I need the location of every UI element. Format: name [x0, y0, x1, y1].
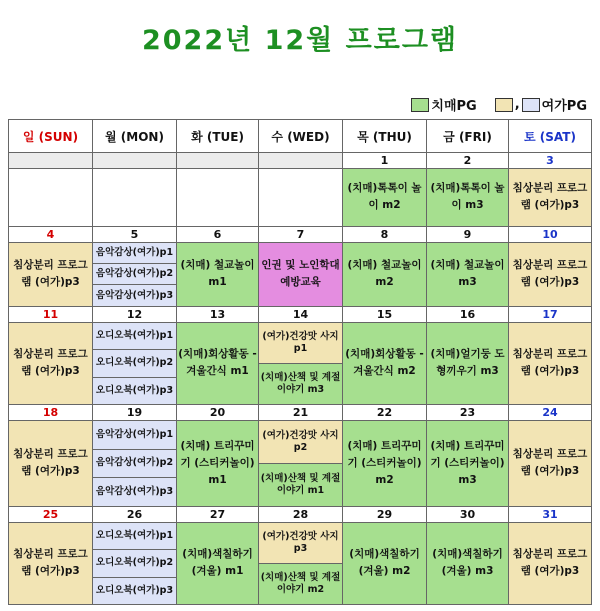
weekday-header: 화 (TUE) — [177, 120, 259, 153]
program-cell-dementia: (치매)색칠하기 (겨울) m1 — [177, 522, 259, 604]
program-cell-stack — [259, 421, 343, 507]
weekday-header: 일 (SUN) — [9, 120, 93, 153]
legend-label-dementia: 치매PG — [431, 99, 477, 114]
date-number — [259, 153, 343, 169]
program-slot: 오디오북(여가)p1 — [93, 323, 176, 349]
legend — [410, 95, 588, 114]
program-row — [9, 522, 592, 604]
program-cell-dementia: (치매)회상활동 -겨울간식 m2 — [343, 322, 427, 404]
date-number: 31 — [509, 506, 592, 522]
program-cell-dementia: (치매)얼기둥 도형끼우기 m3 — [427, 322, 509, 404]
program-slot: (치매)산책 및 계절이야기 m1 — [259, 463, 342, 506]
weekday-header-row — [9, 120, 592, 153]
program-slot: 음악감상(여가)p2 — [93, 449, 176, 478]
program-cell-dementia: (치매)톡톡이 놀이 m3 — [427, 169, 509, 227]
program-cell-stack — [93, 522, 177, 604]
program-cell-leisure: 침상분리 프로그램 (여가)p3 — [9, 322, 93, 404]
date-number: 27 — [177, 506, 259, 522]
weekday-header: 수 (WED) — [259, 120, 343, 153]
date-row — [9, 405, 592, 421]
program-cell-dementia: (치매)색칠하기 (겨울) m2 — [343, 522, 427, 604]
program-cell-stack — [93, 322, 177, 404]
program-row — [9, 169, 592, 227]
weekday-header: 목 (THU) — [343, 120, 427, 153]
date-number: 29 — [343, 506, 427, 522]
program-cell-empty — [177, 169, 259, 227]
date-number: 3 — [509, 153, 592, 169]
program-slot: 오디오북(여가)p2 — [93, 549, 176, 576]
program-slot: 오디오북(여가)p1 — [93, 523, 176, 549]
date-number: 24 — [509, 405, 592, 421]
date-number: 19 — [93, 405, 177, 421]
program-cell-dementia: (치매) 트리꾸미기 (스티커놀이) m2 — [343, 421, 427, 507]
date-number: 17 — [509, 306, 592, 322]
date-number — [93, 153, 177, 169]
program-cell-dementia: (치매) 트리꾸미기 (스티커놀이) m1 — [177, 421, 259, 507]
date-number — [177, 153, 259, 169]
date-number: 20 — [177, 405, 259, 421]
program-cell-dementia: (치매) 트리꾸미기 (스티커놀이) m3 — [427, 421, 509, 507]
program-row — [9, 421, 592, 507]
program-slot: 음악감상(여가)p1 — [93, 421, 176, 449]
date-number: 23 — [427, 405, 509, 421]
date-number: 11 — [9, 306, 93, 322]
program-cell-leisure: 침상분리 프로그램 (여가)p3 — [9, 421, 93, 507]
program-cell-leisure: 침상분리 프로그램 (여가)p3 — [509, 421, 592, 507]
date-number: 4 — [9, 226, 93, 242]
date-number: 21 — [259, 405, 343, 421]
program-cell-empty — [259, 169, 343, 227]
date-number: 5 — [93, 226, 177, 242]
program-cell-education: 인권 및 노인학대 예방교육 — [259, 242, 343, 306]
program-cell-empty — [93, 169, 177, 227]
date-row — [9, 153, 592, 169]
program-slot: (여가)건강맛 사지 p2 — [259, 421, 342, 463]
page-title: 2022년 12월 프로그램 — [141, 25, 458, 56]
program-slot: 음악감상(여가)p1 — [93, 243, 176, 263]
program-cell-dementia: (치매)색칠하기 (겨울) m3 — [427, 522, 509, 604]
weekday-header: 토 (SAT) — [509, 120, 592, 153]
program-cell-stack — [93, 242, 177, 306]
program-slot: 오디오북(여가)p3 — [93, 377, 176, 404]
program-cell-dementia: (치매) 철교놀이 m3 — [427, 242, 509, 306]
legend-swatch-leisure-blue — [522, 98, 540, 112]
date-number: 7 — [259, 226, 343, 242]
date-number: 16 — [427, 306, 509, 322]
date-number: 9 — [427, 226, 509, 242]
program-cell-dementia: (치매)톡톡이 놀이 m2 — [343, 169, 427, 227]
date-number: 10 — [509, 226, 592, 242]
legend-comma: , — [514, 97, 520, 112]
weekday-header: 금 (FRI) — [427, 120, 509, 153]
date-number: 15 — [343, 306, 427, 322]
date-number — [9, 153, 93, 169]
date-row — [9, 306, 592, 322]
program-cell-leisure: 침상분리 프로그램 (여가)p3 — [509, 322, 592, 404]
program-slot: 오디오북(여가)p3 — [93, 577, 176, 604]
date-number: 1 — [343, 153, 427, 169]
date-number: 6 — [177, 226, 259, 242]
program-cell-dementia: (치매) 철교놀이 m1 — [177, 242, 259, 306]
program-cell-stack — [93, 421, 177, 507]
program-cell-leisure: 침상분리 프로그램 (여가)p3 — [9, 522, 93, 604]
program-cell-empty — [9, 169, 93, 227]
date-number: 14 — [259, 306, 343, 322]
program-slot: (여가)건강맛 사지 p1 — [259, 323, 342, 363]
program-slot: (치매)산책 및 계절이야기 m3 — [259, 363, 342, 404]
date-number: 2 — [427, 153, 509, 169]
program-cell-leisure: 침상분리 프로그램 (여가)p3 — [509, 522, 592, 604]
program-slot: 오디오북(여가)p2 — [93, 349, 176, 376]
date-number: 22 — [343, 405, 427, 421]
program-slot: (여가)건강맛 사지 p3 — [259, 523, 342, 563]
program-cell-stack — [259, 522, 343, 604]
calendar-table — [8, 119, 592, 605]
date-number: 25 — [9, 506, 93, 522]
date-number: 28 — [259, 506, 343, 522]
program-cell-leisure: 침상분리 프로그램 (여가)p3 — [9, 242, 93, 306]
program-cell-stack — [259, 322, 343, 404]
date-number: 18 — [9, 405, 93, 421]
program-slot: 음악감상(여가)p3 — [93, 477, 176, 506]
date-row — [9, 506, 592, 522]
program-cell-dementia: (치매) 철교놀이 m2 — [343, 242, 427, 306]
legend-swatch-leisure-yellow — [495, 98, 513, 112]
date-number: 26 — [93, 506, 177, 522]
legend-label-leisure: 여가PG — [541, 99, 587, 114]
program-slot: 음악감상(여가)p2 — [93, 263, 176, 284]
date-number: 30 — [427, 506, 509, 522]
program-slot: 음악감상(여가)p3 — [93, 284, 176, 305]
legend-swatch-dementia — [411, 98, 429, 112]
program-slot: (치매)산책 및 계절이야기 m2 — [259, 563, 342, 604]
program-cell-leisure: 침상분리 프로그램 (여가)p3 — [509, 242, 592, 306]
date-row — [9, 226, 592, 242]
date-number: 12 — [93, 306, 177, 322]
date-number: 13 — [177, 306, 259, 322]
program-row — [9, 242, 592, 306]
program-row — [9, 322, 592, 404]
program-cell-leisure: 침상분리 프로그램 (여가)p3 — [509, 169, 592, 227]
date-number: 8 — [343, 226, 427, 242]
weekday-header: 월 (MON) — [93, 120, 177, 153]
program-cell-dementia: (치매)회상활동 -겨울간식 m1 — [177, 322, 259, 404]
